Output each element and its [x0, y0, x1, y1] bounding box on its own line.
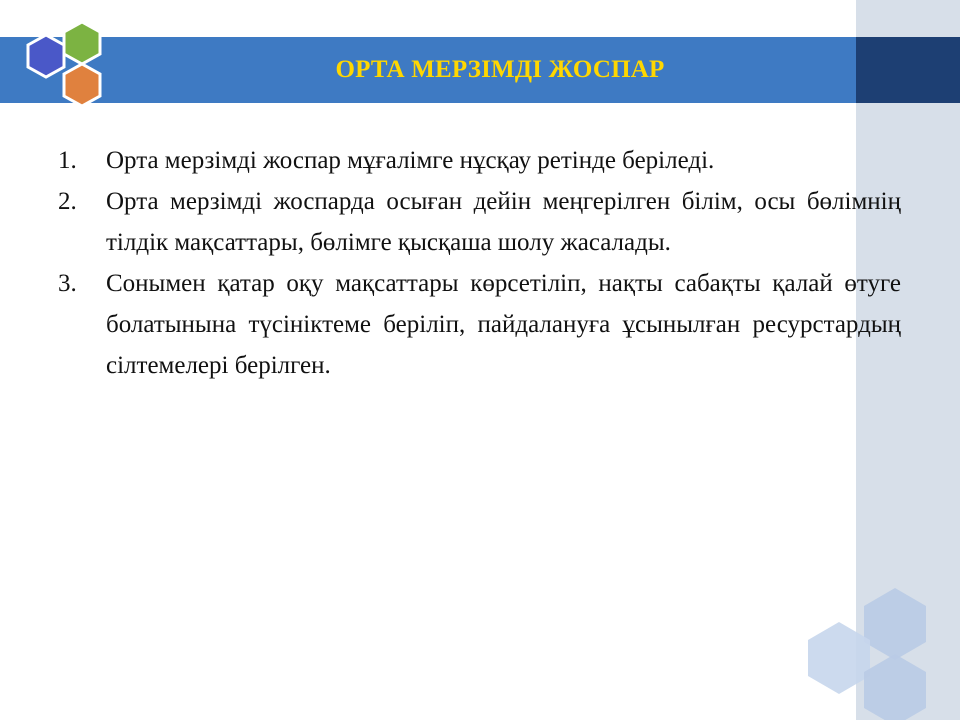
list-item [58, 263, 901, 386]
content-list [58, 140, 901, 386]
list-item-text: Сонымен қатар оқу мақсаттары көрсетіліп, нақты сабақты қалай өтуге болатынына түсініктеме беріліп, пайдалануға ұсынылған ресурстардың сілтемелері берілген. [106, 270, 901, 379]
slide-title: ОРТА МЕРЗІМДІ ЖОСПАР [335, 56, 665, 83]
list-item-text: Орта мерзімді жоспарда осыған дейін меңгерілген білім, осы бөлімнің тілдік мақсаттары, бөлімге қысқаша шолу жасалады. [106, 188, 901, 256]
list-item [58, 140, 901, 181]
list-item-number: 2. [58, 188, 77, 215]
list-item [58, 181, 901, 263]
hexagon-logo-icon [8, 20, 120, 120]
list-item-text: Орта мерзімді жоспар мұғалімге нұсқау ретінде беріледі. [106, 147, 715, 174]
list-item-number: 3. [58, 270, 77, 297]
hexagon-decoration-icon [800, 588, 960, 720]
list-item-number: 1. [58, 147, 77, 174]
header-dark-block [856, 37, 960, 103]
